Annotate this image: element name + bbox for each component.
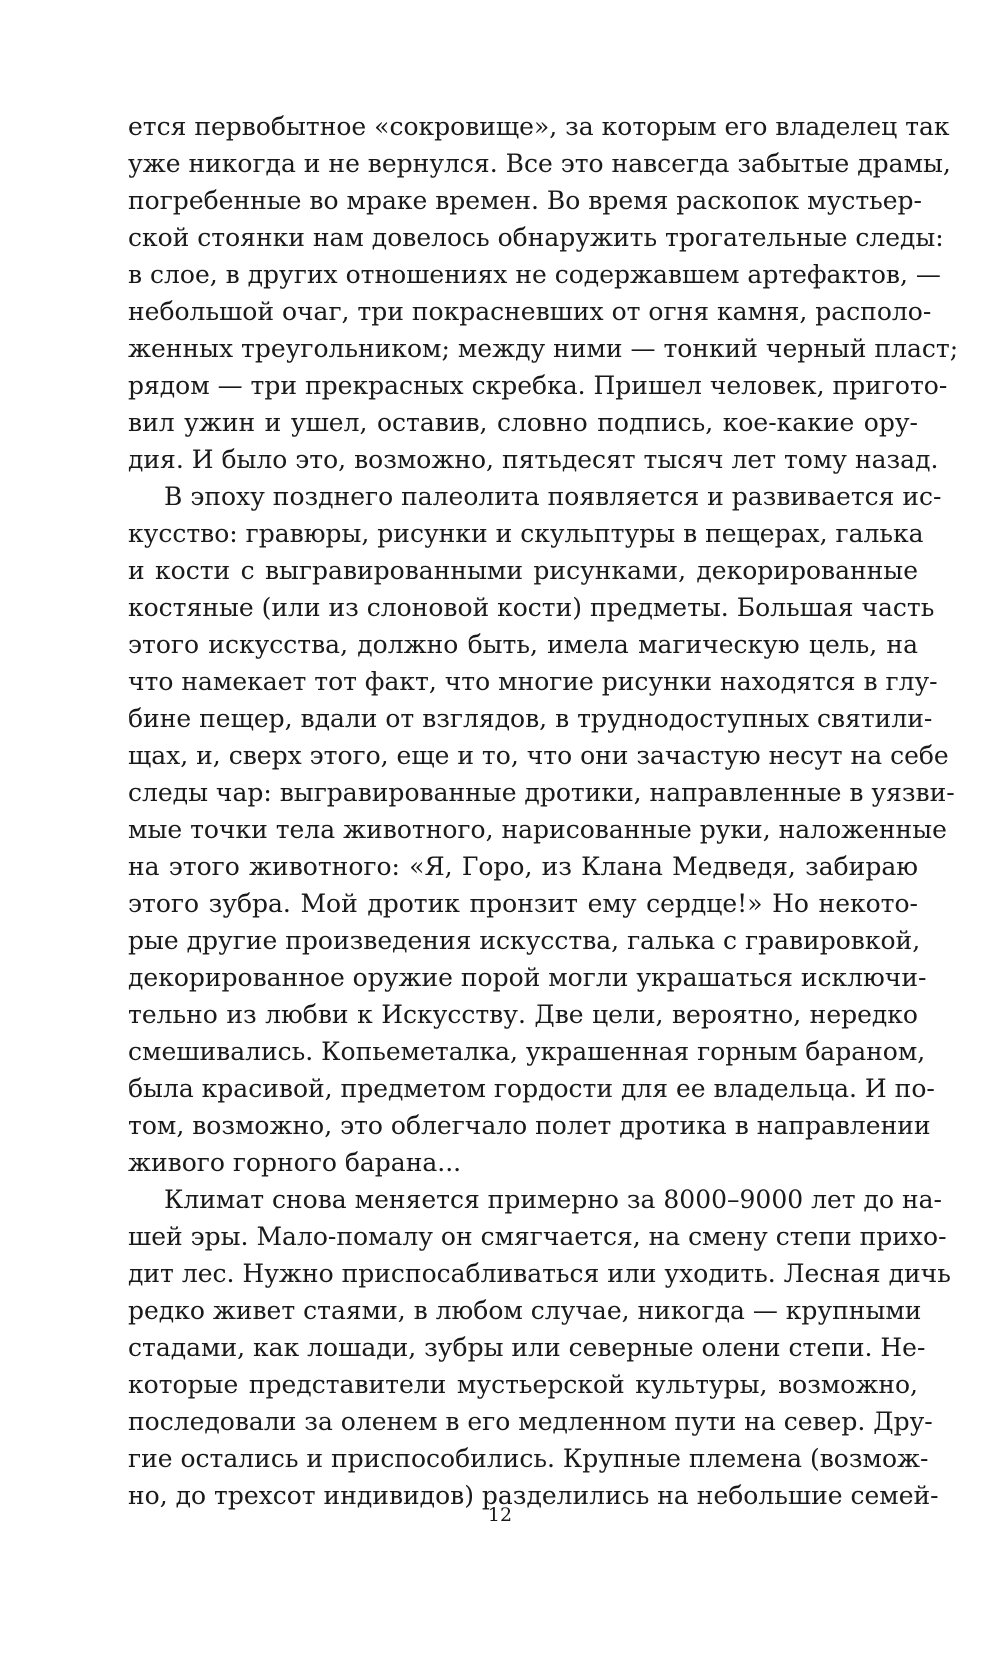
text-line: ется первобытное «сокровище», за которым его владелец так: [128, 112, 950, 141]
paragraph: [128, 108, 959, 478]
text-line: щах, и, сверх этого, еще и то, что они зачастую несут на себе: [128, 741, 949, 770]
text-line: В эпоху позднего палеолита появляется и развивается ис-: [164, 482, 942, 511]
text-line: этого зубра. Мой дротик пронзит ему сердце!» Но некото-: [128, 889, 918, 918]
text-line: вил ужин и ушел, оставив, словно подпись, кое-какие ору-: [128, 408, 918, 437]
text-line: дит лес. Нужно приспосабливаться или уходить. Лесная дичь: [128, 1259, 951, 1288]
text-line: последовали за оленем в его медленном пути на север. Дру-: [128, 1407, 933, 1436]
text-line: редко живет стаями, в любом случае, никогда — крупными: [128, 1296, 922, 1325]
text-line: на этого животного: «Я, Горо, из Клана Медведя, забираю: [128, 852, 918, 881]
text-line: стадами, как лошади, зубры или северные олени степи. Не-: [128, 1333, 926, 1362]
text-line: костяные (или из слоновой кости) предметы. Большая часть: [128, 593, 935, 622]
text-line: женных треугольником; между ними — тонкий черный пласт;: [128, 334, 959, 363]
text-line: декорированное оружие порой могли украшаться исключи-: [128, 963, 927, 992]
text-line: которые представители мустьерской культуры, возможно,: [128, 1370, 918, 1399]
text-line: и кости с выгравированными рисунками, декорированные: [128, 556, 918, 585]
text-line: тельно из любви к Искусству. Две цели, вероятно, нередко: [128, 1000, 918, 1029]
text-line: погребенные во мраке времен. Во время раскопок мустьер-: [128, 186, 923, 215]
page-number: 12: [487, 1504, 513, 1526]
text-line: рядом — три прекрасных скребка. Пришел человек, пригото-: [128, 371, 948, 400]
text-line: уже никогда и не вернулся. Все это навсегда забытые драмы,: [128, 149, 951, 178]
text-line: дия. И было это, возможно, пятьдесят тысяч лет тому назад.: [128, 445, 939, 474]
text-line: шей эры. Мало-помалу он смягчается, на смену степи прихо-: [128, 1222, 947, 1251]
paragraph: [128, 1181, 951, 1514]
text-line: небольшой очаг, три покрасневших от огня камня, располо-: [128, 297, 932, 326]
text-line: бине пещер, вдали от взглядов, в труднодоступных святили-: [128, 704, 933, 733]
body-text: [128, 108, 959, 1514]
text-line: была красивой, предметом гордости для ее владельца. И по-: [128, 1074, 935, 1103]
text-line: в слое, в других отношениях не содержавшем артефактов, —: [128, 260, 941, 289]
text-line: следы чар: выгравированные дротики, направленные в уязви-: [128, 778, 955, 807]
text-line: кусство: гравюры, рисунки и скульптуры в пещерах, галька: [128, 519, 924, 548]
text-line: но, до трехсот индивидов) разделились на небольшие семей-: [128, 1481, 939, 1510]
paragraph: [128, 478, 955, 1181]
text-line: ской стоянки нам довелось обнаружить трогательные следы:: [128, 223, 944, 252]
text-line: этого искусства, должно быть, имела магическую цель, на: [128, 630, 918, 659]
text-line: рые другие произведения искусства, галька с гравировкой,: [128, 926, 921, 955]
text-line: что намекает тот факт, что многие рисунки находятся в глу-: [128, 667, 938, 696]
text-line: том, возможно, это облегчало полет дротика в направлении: [128, 1111, 931, 1140]
text-line: живого горного барана...: [128, 1148, 462, 1177]
text-line: гие остались и приспособились. Крупные племена (возмож-: [128, 1444, 929, 1473]
text-line: Климат снова меняется примерно за 8000–9000 лет до на-: [164, 1185, 942, 1214]
text-line: мые точки тела животного, нарисованные руки, наложенные: [128, 815, 947, 844]
text-line: смешивались. Копьеметалка, украшенная горным бараном,: [128, 1037, 926, 1066]
